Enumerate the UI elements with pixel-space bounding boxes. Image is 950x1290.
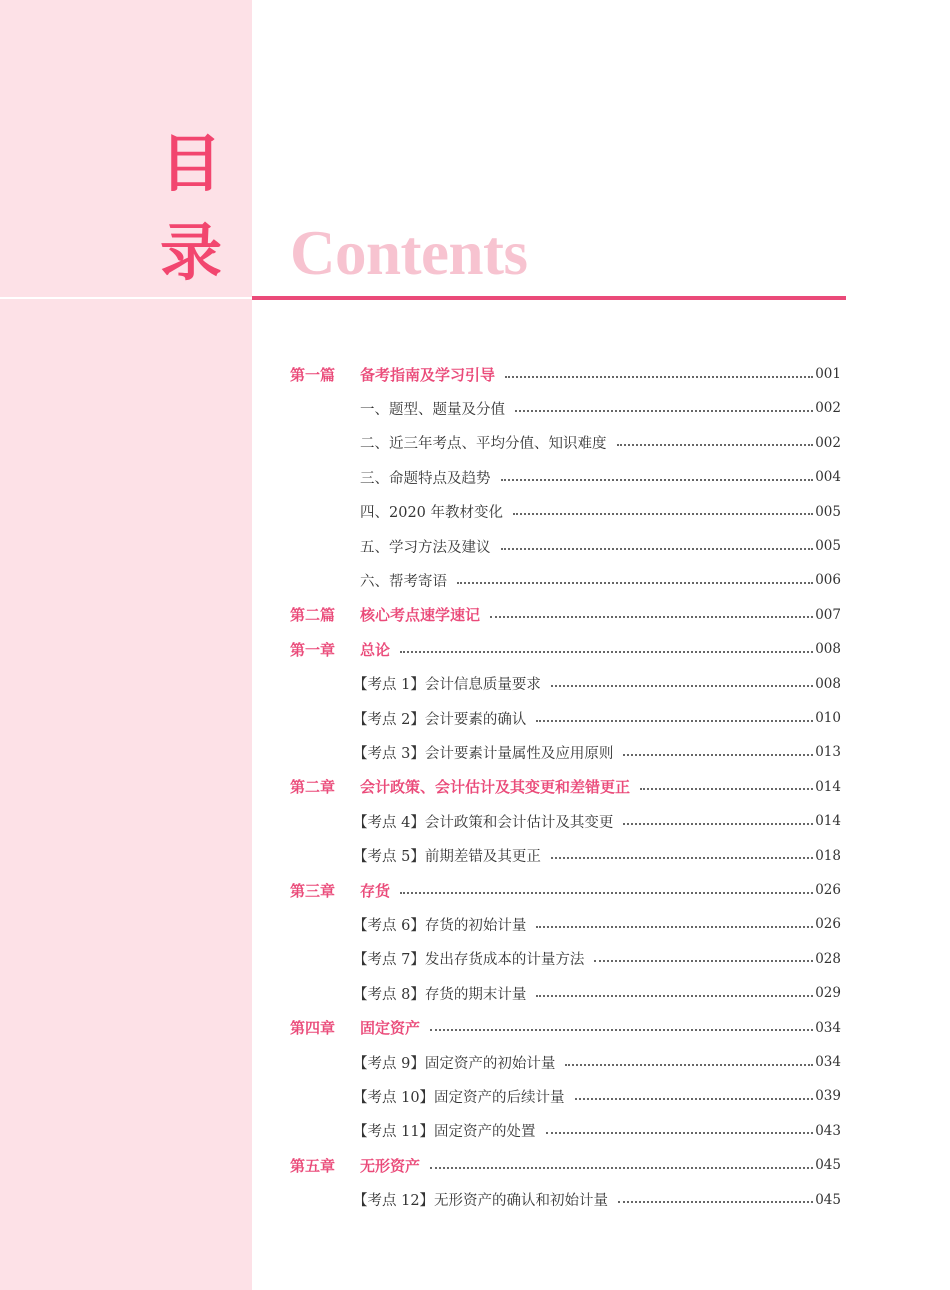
toc-entry-page-number: 045: [815, 1191, 841, 1208]
toc-entry-page-number: 045: [815, 1157, 841, 1174]
toc-entry-page-number: 034: [815, 1019, 841, 1036]
toc-entry[interactable]: [353, 839, 841, 873]
toc-entry-prefix: 第二章: [290, 778, 336, 797]
toc-entry-page-number: 026: [815, 882, 841, 898]
toc-entry[interactable]: [353, 804, 841, 838]
toc-entry-page-number: 006: [815, 572, 841, 589]
dot-leader: [575, 1097, 814, 1100]
toc-entry[interactable]: [353, 942, 841, 976]
toc-entry[interactable]: [360, 529, 841, 563]
dot-leader: [505, 375, 813, 378]
contents-heading: Contents: [290, 218, 528, 288]
title-char-lu: 录: [159, 216, 222, 289]
toc-entry[interactable]: [290, 357, 841, 391]
toc-entry[interactable]: [360, 495, 841, 529]
toc-entry-page-number: 018: [815, 847, 841, 864]
toc-entry-page-number: 039: [815, 1088, 841, 1105]
toc-entry[interactable]: [360, 391, 841, 425]
dot-leader: [457, 581, 813, 584]
toc-entry-page-number: 026: [815, 916, 841, 933]
toc-entry-label: 一、题型、题量及分值: [360, 401, 505, 418]
toc-entry[interactable]: [290, 1148, 841, 1182]
dot-leader: [400, 891, 813, 894]
dot-leader: [565, 1063, 813, 1066]
toc-entry-prefix: 第四章: [290, 1019, 336, 1038]
dot-leader: [400, 650, 813, 653]
toc-entry-page-number: 007: [815, 606, 841, 623]
toc-entry-page-number: 004: [815, 469, 841, 486]
toc-entry[interactable]: [353, 976, 841, 1010]
toc-entry-label: 六、帮考寄语: [360, 573, 447, 590]
dot-leader: [501, 478, 814, 481]
toc-entry-page-number: 028: [815, 950, 841, 967]
toc-entry-label: 【考点 8】存货的期末计量: [353, 986, 527, 1003]
toc-entry-page-number: 029: [815, 985, 841, 1002]
toc-entry-label: 【考点 2】会计要素的确认: [353, 711, 527, 728]
toc-entry-label: 无形资产: [360, 1156, 421, 1175]
toc-entry-label: 二、近三年考点、平均分值、知识难度: [360, 436, 607, 453]
toc-entry-page-number: 034: [815, 1054, 841, 1070]
toc-entry-page-number: 008: [815, 675, 841, 692]
toc-entry-page-number: 008: [815, 641, 841, 658]
toc-entry-label: 【考点 6】存货的初始计量: [353, 917, 527, 934]
toc-entry-prefix: 第五章: [290, 1156, 336, 1175]
toc-entry-page-number: 014: [815, 813, 841, 830]
dot-leader: [430, 1028, 813, 1031]
toc-entry-page-number: 002: [815, 400, 841, 417]
toc-entry[interactable]: [290, 1011, 841, 1045]
dot-leader: [623, 822, 813, 825]
toc-entry-page-number: 001: [815, 366, 841, 382]
toc-entry-page-number: 005: [815, 538, 841, 554]
dot-leader: [618, 1200, 813, 1203]
dot-leader: [490, 615, 813, 618]
toc-entry[interactable]: [353, 667, 841, 701]
toc-entry-label: 【考点 4】会计政策和会计估计及其变更: [353, 814, 614, 831]
toc-entry-label: 五、学习方法及建议: [360, 539, 491, 556]
toc-entry-page-number: 014: [815, 778, 841, 795]
toc-entry[interactable]: [290, 632, 841, 666]
toc-entry-label: 三、命题特点及趋势: [360, 470, 491, 487]
toc-entry[interactable]: [353, 1045, 841, 1079]
toc-entry-label: 总论: [360, 640, 391, 659]
toc-entry[interactable]: [353, 1079, 841, 1113]
toc-entry[interactable]: [290, 770, 841, 804]
dot-leader: [640, 787, 813, 790]
toc-entry[interactable]: [353, 735, 841, 769]
toc-entry[interactable]: [360, 563, 841, 597]
toc-entry-label: 【考点 11】固定资产的处置: [353, 1124, 536, 1141]
toc-entry-prefix: 第三章: [290, 881, 336, 900]
toc-entry-label: 【考点 12】无形资产的确认和初始计量: [353, 1193, 609, 1210]
toc-entry-page-number: 043: [815, 1122, 841, 1139]
toc-entry-label: 【考点 3】会计要素计量属性及应用原则: [353, 745, 614, 762]
toc-entry-page-number: 010: [815, 710, 841, 726]
toc-entry-label: 【考点 7】发出存货成本的计量方法: [353, 952, 585, 969]
dot-leader: [536, 925, 813, 928]
sidebar-divider: [0, 297, 252, 299]
toc-entry-prefix: 第一篇: [290, 365, 336, 384]
toc-entry-label: 核心考点速学速记: [360, 606, 481, 625]
dot-leader: [551, 684, 813, 687]
toc-entry[interactable]: [353, 1114, 841, 1148]
toc-entry[interactable]: [353, 907, 841, 941]
dot-leader: [536, 719, 813, 722]
toc-entry-label: 四、2020 年教材变化: [360, 505, 504, 522]
toc-entry-label: 【考点 9】固定资产的初始计量: [353, 1055, 556, 1072]
title-char-mu: 目: [159, 127, 222, 200]
dot-leader: [623, 753, 813, 756]
toc-entry[interactable]: [290, 598, 841, 632]
dot-leader: [430, 1166, 813, 1169]
toc-entry-label: 【考点 10】固定资产的后续计量: [353, 1089, 565, 1106]
dot-leader: [617, 443, 814, 446]
toc-entry-label: 备考指南及学习引导: [360, 365, 496, 384]
toc-entry[interactable]: [353, 1183, 841, 1217]
dot-leader: [513, 512, 813, 515]
toc-entry-label: 【考点 1】会计信息质量要求: [353, 677, 541, 694]
dot-leader: [551, 856, 813, 859]
dot-leader: [515, 409, 813, 412]
toc-entry-label: 固定资产: [360, 1019, 421, 1038]
toc-entry-page-number: 013: [815, 744, 841, 761]
accent-rule: [252, 296, 846, 300]
dot-leader: [594, 959, 813, 962]
toc-entry[interactable]: [360, 426, 841, 460]
toc-entry-prefix: 第一章: [290, 640, 336, 659]
toc-entry-label: 会计政策、会计估计及其变更和差错更正: [360, 778, 631, 797]
toc-entry-page-number: 005: [815, 503, 841, 520]
toc-entry[interactable]: [360, 460, 841, 494]
toc-entry[interactable]: [353, 701, 841, 735]
toc-entry-page-number: 002: [815, 434, 841, 451]
toc-entry-prefix: 第二篇: [290, 606, 336, 625]
dot-leader: [546, 1131, 814, 1134]
dot-leader: [501, 547, 814, 550]
toc-entry-label: 【考点 5】前期差错及其更正: [353, 849, 541, 866]
dot-leader: [536, 994, 813, 997]
toc-entry[interactable]: [290, 873, 841, 907]
toc-entry-label: 存货: [360, 881, 391, 900]
